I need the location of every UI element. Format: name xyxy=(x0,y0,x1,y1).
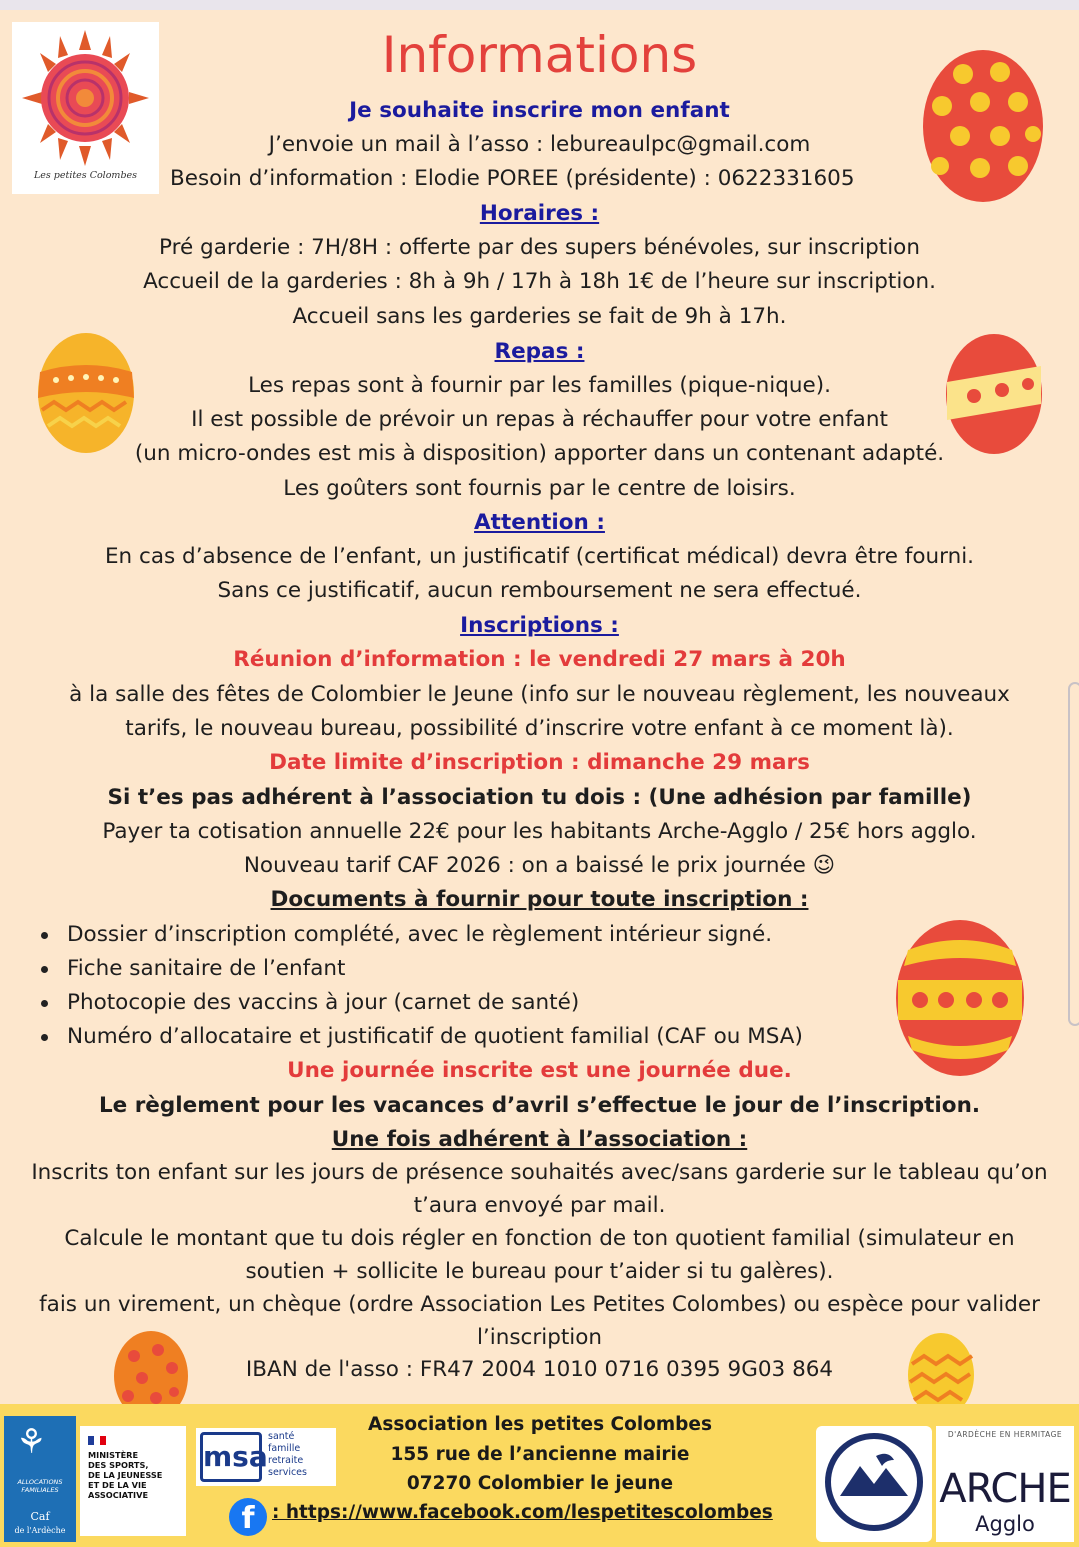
membership-note: Si t’es pas adhérent à l’association tu dois : (Une adhésion par famille) xyxy=(107,785,972,810)
repas-line: Il est possible de prévoir un repas à réchauffer pour votre enfant xyxy=(191,407,888,432)
colombier-badge-icon xyxy=(816,1426,932,1542)
logo-caption: Les petites Colombes xyxy=(33,170,138,181)
page-title: Informations xyxy=(381,26,698,84)
enroll-heading: Je souhaite inscrire mon enfant xyxy=(349,98,730,123)
easter-egg-icon xyxy=(894,916,1026,1078)
due-notice: Une journée inscrite est une journée due. xyxy=(287,1058,792,1083)
adherent-line: Inscrits ton enfant sur les jours de présence souhaités avec/sans garderie sur le tableau qu’on xyxy=(31,1160,1048,1185)
reunion-location: tarifs, le nouveau bureau, possibilité d’inscrire votre enfant à ce moment là). xyxy=(125,716,954,741)
iban-line: IBAN de l'asso : FR47 2004 1010 0716 0395 9G03 864 xyxy=(245,1357,834,1382)
documents-list xyxy=(38,918,803,1054)
ministere-logo xyxy=(80,1426,186,1536)
adherent-line: t’aura envoyé par mail. xyxy=(413,1193,666,1218)
contact-line: Besoin d’information : Elodie POREE (présidente) : 0622331605 xyxy=(170,166,855,191)
attention-heading: Attention : xyxy=(474,510,605,535)
list-item: Numéro d’allocataire et justificatif de quotient familial (CAF ou MSA) xyxy=(38,1020,803,1054)
email-line: J’envoie un mail à l’asso : lebureaulpc@gmail.com xyxy=(268,132,811,157)
assoc-street: 155 rue de l’ancienne mairie xyxy=(390,1444,690,1465)
repas-line: (un micro-ondes est mis à disposition) apporter dans un contenant adapté. xyxy=(134,441,945,466)
list-item: Photocopie des vaccins à jour (carnet de santé) xyxy=(38,986,803,1020)
arche-agglo-logo: D'ARDÈCHE EN HERMITAGE ARCHE Agglo xyxy=(936,1426,1074,1542)
tariff-line: Nouveau tarif CAF 2026 : on a baissé le prix journée 😉 xyxy=(243,853,836,878)
reunion-location: à la salle des fêtes de Colombier le Jeune (info sur le nouveau règlement, les nouveaux xyxy=(69,682,1010,707)
repas-heading: Repas : xyxy=(494,339,585,364)
adherent-line: soutien + sollicite le bureau pour t’aider si tu galères). xyxy=(245,1259,834,1284)
caf-logo: ⚘ ALLOCATIONS FAMILIALES Caf de l'Ardèche xyxy=(4,1416,76,1542)
assoc-name: Association les petites Colombes xyxy=(368,1414,712,1435)
caf-people-icon: ⚘ xyxy=(16,1422,47,1462)
inscriptions-heading: Inscriptions : xyxy=(460,613,619,638)
adherent-heading: Une fois adhérent à l’association : xyxy=(331,1127,748,1152)
facebook-icon[interactable]: f xyxy=(229,1498,267,1536)
horaires-line: Accueil de la garderies : 8h à 9h / 17h à 18h 1€ de l’heure sur inscription. xyxy=(143,269,936,294)
colombier-logo xyxy=(816,1426,932,1542)
top-strip xyxy=(0,0,1079,10)
deadline: Date limite d’inscription : dimanche 29 mars xyxy=(269,750,810,775)
ministere-text: MINISTÈRE DES SPORTS, DE LA JEUNESSE ET DE LA VIE ASSOCIATIVE xyxy=(88,1450,163,1500)
horaires-line: Pré garderie : 7H/8H : offerte par des supers bénévoles, sur inscription xyxy=(159,235,920,260)
scrollbar[interactable] xyxy=(1068,682,1079,1026)
horaires-line: Accueil sans les garderies se fait de 9h à 17h. xyxy=(292,304,787,329)
horaires-heading: Horaires : xyxy=(479,201,600,226)
list-item: Dossier d’inscription complété, avec le règlement intérieur signé. xyxy=(38,918,803,952)
repas-line: Les repas sont à fournir par les familles (pique-nique). xyxy=(248,373,831,398)
facebook-link[interactable]: : https://www.facebook.com/lespetitescolombes xyxy=(272,1502,773,1523)
reunion-info: Réunion d’information : le vendredi 27 mars à 20h xyxy=(233,647,846,672)
documents-heading: Documents à fournir pour toute inscription : xyxy=(270,887,809,912)
assoc-city: 07270 Colombier le jeune xyxy=(406,1473,674,1494)
msa-logo: msa santé famille retraite services xyxy=(196,1428,336,1486)
attention-line: En cas d’absence de l’enfant, un justificatif (certificat médical) devra être fourni. xyxy=(104,544,975,569)
adherent-line: fais un virement, un chèque (ordre Association Les Petites Colombes) ou espèce pour valider xyxy=(39,1292,1040,1317)
payment-notice: Le règlement pour les vacances d’avril s’effectue le jour de l’inscription. xyxy=(98,1093,981,1118)
footer xyxy=(0,1404,1079,1547)
fee-line: Payer ta cotisation annuelle 22€ pour les habitants Arche-Agglo / 25€ hors agglo. xyxy=(102,819,977,844)
adherent-line: Calcule le montant que tu dois régler en fonction de ton quotient familial (simulateur en xyxy=(64,1226,1015,1251)
adherent-line: l’inscription xyxy=(476,1325,603,1350)
french-flag-icon xyxy=(88,1436,106,1445)
attention-line: Sans ce justificatif, aucun remboursement ne sera effectué. xyxy=(217,578,862,603)
list-item: Fiche sanitaire de l’enfant xyxy=(38,952,803,986)
repas-line: Les goûters sont fournis par le centre de loisirs. xyxy=(283,476,796,501)
